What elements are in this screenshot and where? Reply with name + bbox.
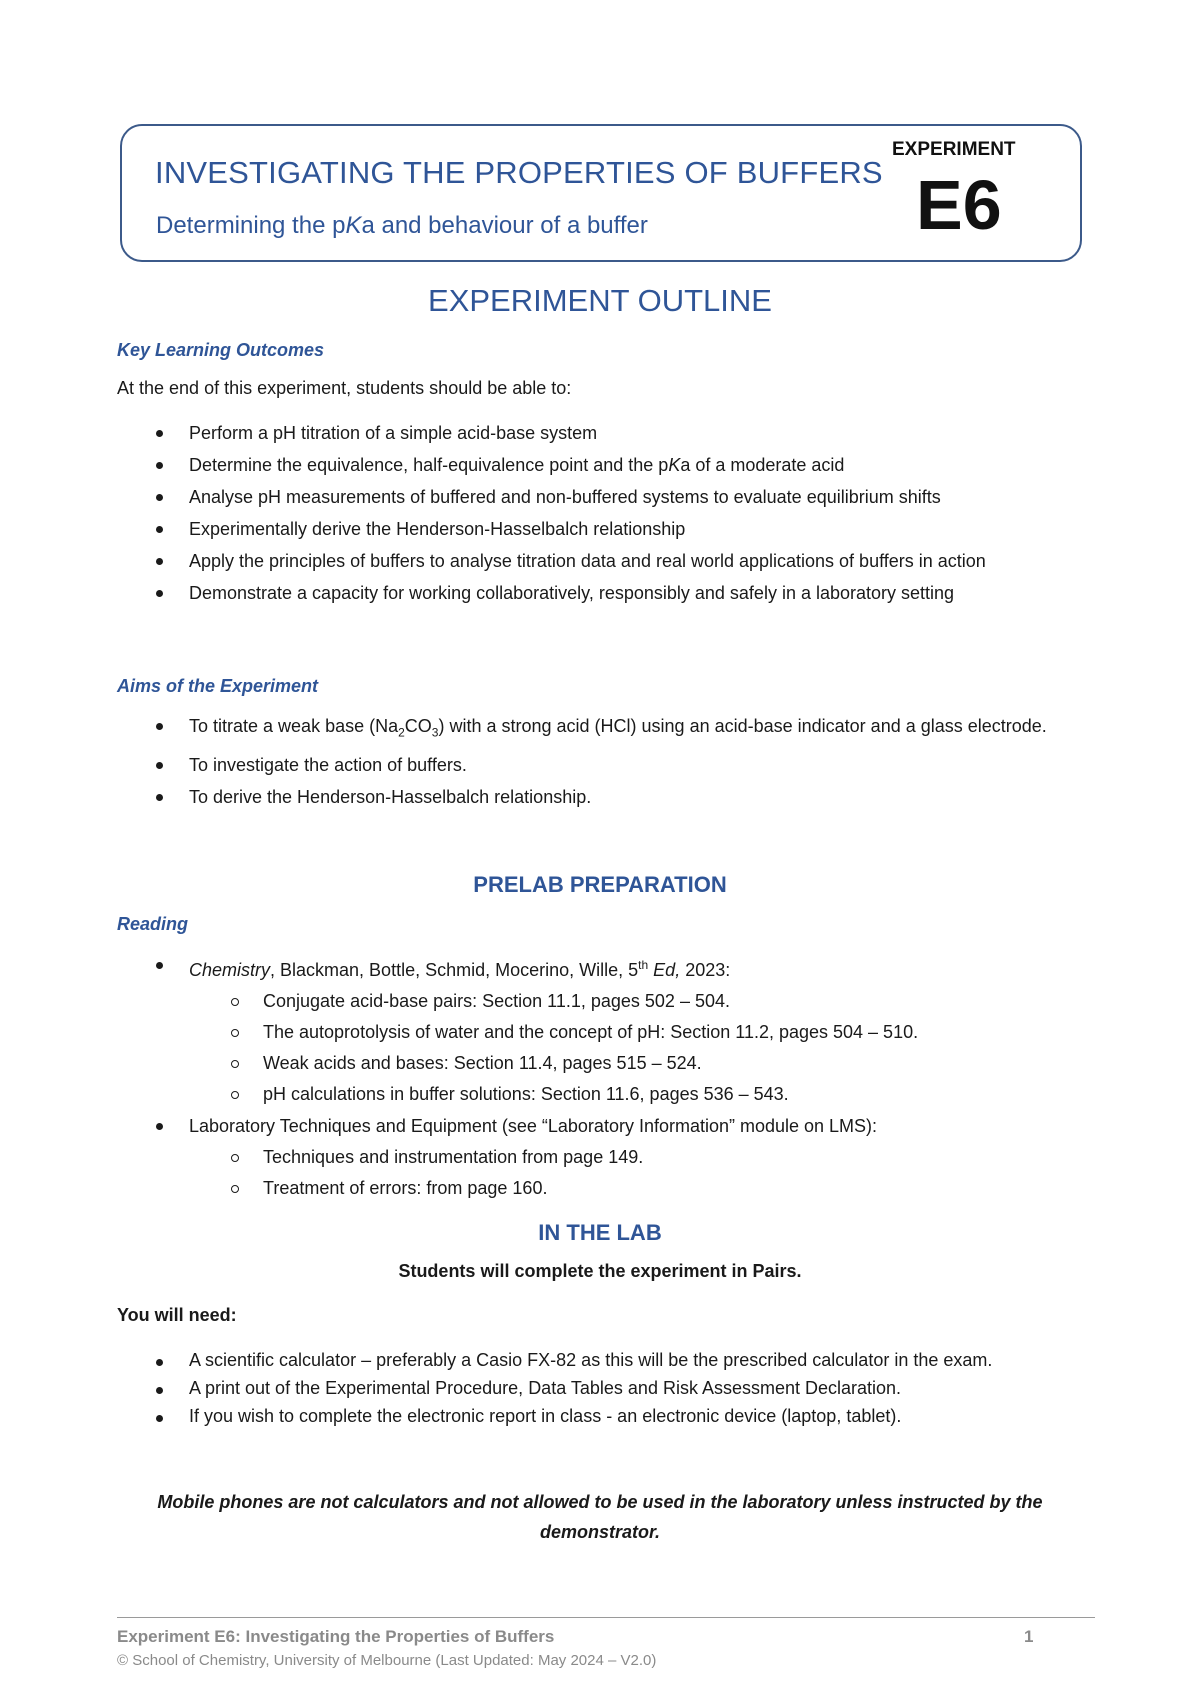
list-item: To investigate the action of buffers. <box>0 749 1089 781</box>
pairs-note: Students will complete the experiment in Pairs. <box>398 1261 802 1281</box>
learning-outcomes-list <box>0 417 1089 609</box>
list-item: Analyse pH measurements of buffered and non-buffered systems to evaluate equilibrium shifts <box>0 481 1089 513</box>
lab-manual-sections <box>189 1142 1089 1204</box>
aims-heading: Aims of the Experiment <box>117 676 319 696</box>
list-item: A scientific calculator – preferably a Casio FX-82 as this will be the prescribed calculator in the exam. <box>0 1346 1089 1374</box>
requirements-list <box>0 1346 1089 1430</box>
list-item: Chemistry, Blackman, Bottle, Schmid, Mocerino, Wille, 5th Ed, 2023: Conjugate acid-base pairs: Section 11.1, pages 502 – 504. The autoprotolysis of water and the concept of pH: Section 11.2, pages 504 – 510. Weak acids and bases: Section 11.4, pages 515 – 524. pH calculations in buffer solutions: Section 11.6, pages 536 – 543. <box>0 949 1089 1110</box>
reading-list <box>0 949 1089 1204</box>
list-item: Treatment of errors: from page 160. <box>189 1173 1083 1204</box>
prelab-title: PRELAB PREPARATION <box>473 872 727 897</box>
list-item: A print out of the Experimental Procedure, Data Tables and Risk Assessment Declaration. <box>0 1374 1089 1402</box>
list-item: Techniques and instrumentation from page 149. <box>189 1142 1083 1173</box>
reading-heading: Reading <box>117 914 189 934</box>
list-item: Determine the equivalence, half-equivalence point and the pKa of a moderate acid <box>0 449 1089 481</box>
list-item: To derive the Henderson-Hasselbalch relationship. <box>0 781 1089 813</box>
mobile-phone-warning: Mobile phones are not calculators and not allowed to be used in the laboratory unless instructed by the demonstrator. <box>157 1492 1043 1542</box>
learning-outcomes-intro: At the end of this experiment, students should be able to: <box>117 378 572 398</box>
list-item: If you wish to complete the electronic report in class - an electronic device (laptop, tablet). <box>0 1402 1089 1430</box>
you-will-need-heading: You will need: <box>117 1305 237 1325</box>
list-item: Experimentally derive the Henderson-Hasselbalch relationship <box>0 513 1089 545</box>
list-item: Apply the principles of buffers to analyse titration data and real world applications of buffers in action <box>0 545 1089 577</box>
experiment-label: EXPERIMENT <box>892 139 1016 160</box>
document-subtitle: Determining the pKa and behaviour of a buffer <box>156 212 648 239</box>
aims-list <box>0 710 1089 813</box>
outline-title: EXPERIMENT OUTLINE <box>428 283 772 318</box>
list-item: To titrate a weak base $(Na_2CO_3)$ with a strong acid (HCl) using an acid-base indicator and a glass electrode. <box>0 710 1089 749</box>
footer-title: Experiment E6: Investigating the Properties of Buffers <box>117 1627 555 1646</box>
experiment-code: E6 <box>916 166 1002 244</box>
page-number: 1 <box>1024 1627 1034 1646</box>
learning-outcomes-heading: Key Learning Outcomes <box>117 340 325 360</box>
document-title: INVESTIGATING THE PROPERTIES OF BUFFERS <box>155 155 883 190</box>
list-item: The autoprotolysis of water and the concept of pH: Section 11.2, pages 504 – 510. <box>189 1017 1083 1048</box>
textbook-sections <box>189 986 1089 1110</box>
list-item: pH calculations in buffer solutions: Section 11.6, pages 536 – 543. <box>189 1079 1083 1110</box>
footer-divider <box>117 1617 1095 1618</box>
in-the-lab-title: IN THE LAB <box>538 1220 662 1245</box>
list-item: Weak acids and bases: Section 11.4, pages 515 – 524. <box>189 1048 1083 1079</box>
list-item: Perform a pH titration of a simple acid-base system <box>0 417 1089 449</box>
footer-copyright: © School of Chemistry, University of Melbourne (Last Updated: May 2024 – V2.0) <box>117 1652 657 1669</box>
list-item: Laboratory Techniques and Equipment (see “Laboratory Information” module on LMS): Techniques and instrumentation from page 149. Treatment of errors: from page 160. <box>0 1110 1089 1204</box>
list-item: Demonstrate a capacity for working collaboratively, responsibly and safely in a laboratory setting <box>0 577 1089 609</box>
list-item: Conjugate acid-base pairs: Section 11.1, pages 502 – 504. <box>189 986 1083 1017</box>
